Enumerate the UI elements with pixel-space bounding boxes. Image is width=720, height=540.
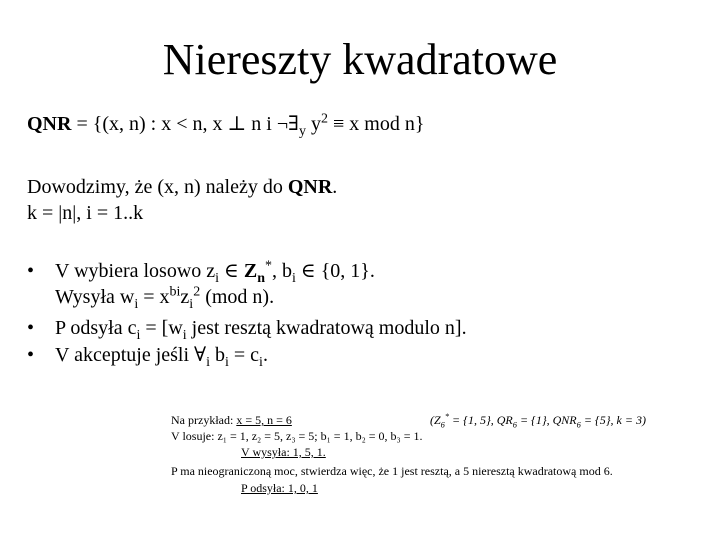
example-line-3: V wysyła: 1, 5, 1. bbox=[241, 445, 326, 459]
ex-r-c: = {1}, QNR bbox=[516, 413, 577, 427]
b2-a: P odsyła c bbox=[55, 317, 137, 339]
bullet-dot-2: • bbox=[27, 317, 35, 339]
intro-qnr: QNR bbox=[287, 176, 333, 198]
b3-c: = c bbox=[228, 344, 260, 366]
b1l2-a: Wysyła w bbox=[55, 286, 135, 308]
bullet-3 bbox=[55, 343, 268, 370]
ex-r-sup: * bbox=[444, 412, 450, 421]
ex-r-sub: 6 bbox=[440, 420, 445, 430]
b1-sub-i2: i bbox=[292, 271, 296, 286]
b3-sub-i2: i bbox=[225, 355, 229, 370]
b1-star: * bbox=[265, 258, 272, 274]
example-line-5: P odsyła: 1, 0, 1 bbox=[241, 481, 318, 495]
qnr-definition bbox=[27, 111, 425, 139]
b2-sub-i: i bbox=[136, 328, 141, 343]
example-prefix: Na przykład: bbox=[171, 413, 237, 427]
b1l2-c: z bbox=[180, 286, 190, 308]
b1l2-sub-i: i bbox=[134, 297, 139, 312]
b1l2-b: = x bbox=[138, 286, 170, 308]
bullet-1-line-2 bbox=[55, 284, 275, 312]
intro-line-1 bbox=[27, 175, 337, 199]
b1l2-sup-2: 2 bbox=[193, 284, 201, 300]
b1-z: Z bbox=[243, 260, 258, 282]
bullet-dot-3: • bbox=[27, 344, 35, 366]
b2-c: jest resztą kwadratową modulo n]. bbox=[186, 317, 467, 339]
b1-c: , b bbox=[272, 260, 292, 282]
slide-title: Niereszty kwadratowe bbox=[162, 35, 558, 84]
intro-text-b: . bbox=[332, 176, 338, 198]
b1-sub-n: n bbox=[257, 271, 265, 286]
b1-b: ∈ bbox=[219, 260, 244, 282]
b1-sub-i: i bbox=[215, 271, 220, 286]
bullet-1-line-1 bbox=[55, 258, 375, 286]
definition-square: 2 bbox=[320, 111, 328, 127]
b2-b: = [w bbox=[140, 317, 183, 339]
b3-a: V akceptuje jeśli ∀ bbox=[55, 344, 207, 366]
intro-text-a: Dowodzimy, że (x, n) należy do bbox=[27, 176, 288, 198]
intro-line-2: k = |n|, i = 1..k bbox=[27, 202, 144, 224]
b1l2-d: (mod n). bbox=[200, 286, 275, 308]
definition-sub-y: y bbox=[298, 124, 306, 139]
example-line-2: V losuje: z₁ = 1, z₂ = 5, z₃ = 5; b₁ = 1, b₂ = 0, b₃ = 1. bbox=[171, 429, 423, 443]
ex-r-a: (Z bbox=[430, 413, 441, 427]
ex-r-d: = {5}, k = 3) bbox=[580, 413, 646, 427]
b2-sub-i2: i bbox=[182, 328, 187, 343]
definition-y: y bbox=[305, 113, 321, 135]
example-line-4: P ma nieograniczoną moc, stwierdza więc, że 1 jest resztą, a 5 nieresztą kwadratową mod 6. bbox=[171, 464, 613, 478]
example-line-1-right bbox=[430, 413, 646, 428]
b3-b: b bbox=[210, 344, 225, 366]
ex-r-sub3: 6 bbox=[576, 420, 581, 430]
bullet-dot-1: • bbox=[27, 260, 35, 282]
b1-a: V wybiera losowo z bbox=[55, 260, 216, 282]
b1-d: ∈ {0, 1}. bbox=[295, 260, 375, 282]
qnr-label: QNR bbox=[27, 113, 72, 135]
b1l2-sup-bi: bi bbox=[169, 284, 181, 300]
example-line-1-left bbox=[171, 413, 292, 428]
ex-r-b: = {1, 5}, QR bbox=[449, 413, 513, 427]
example-values: x = 5, n = 6 bbox=[236, 413, 292, 427]
definition-tail: ≡ x mod n} bbox=[327, 113, 425, 135]
b3-sub-i: i bbox=[206, 355, 210, 370]
b1l2-sub-i2: i bbox=[189, 297, 194, 312]
b3-sub-i3: i bbox=[259, 355, 263, 370]
bullet-2 bbox=[55, 316, 467, 343]
definition-text: = {(x, n) : x < n, x ⊥ n i ¬∃ bbox=[71, 113, 299, 135]
ex-r-sub2: 6 bbox=[512, 420, 517, 430]
b3-d: . bbox=[262, 344, 268, 366]
